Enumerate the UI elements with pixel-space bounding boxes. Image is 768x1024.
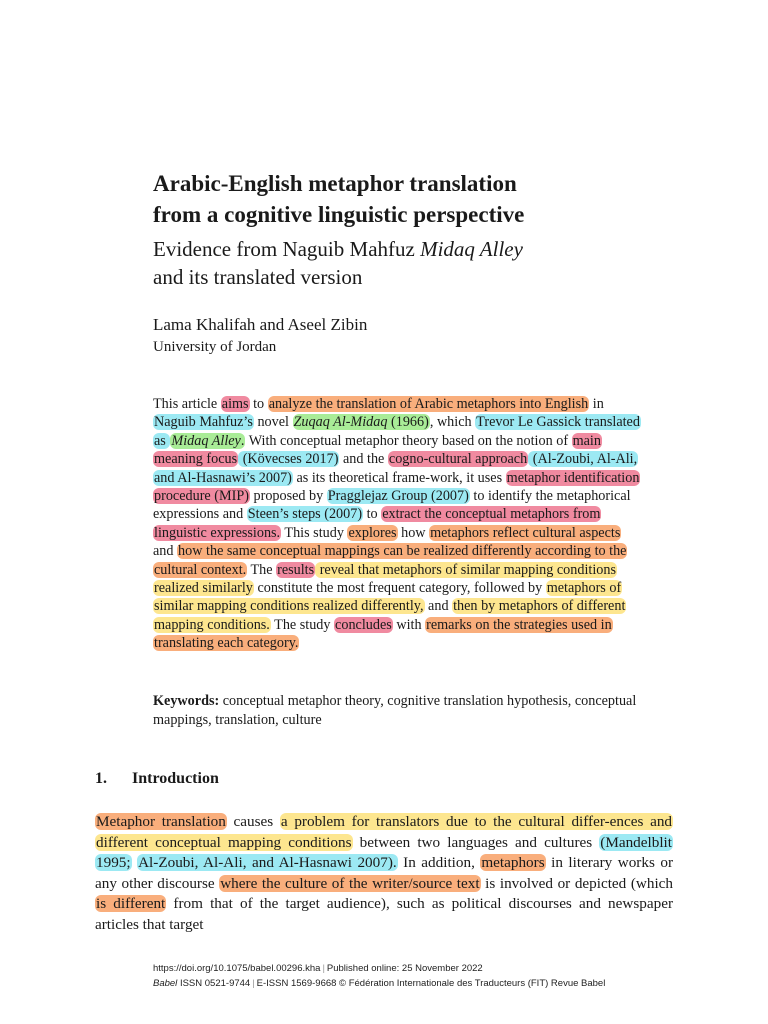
article-subtitle [153, 235, 673, 291]
highlight: concludes [335, 616, 392, 633]
footer-line-1: https://doi.org/10.1075/babel.00296.kha | Published online: 25 November 2022 [153, 963, 483, 974]
section-title: Introduction [132, 770, 219, 787]
authors: Lama Khalifah and Aseel Zibin [153, 315, 368, 334]
highlight: explores [348, 524, 397, 541]
highlight: Naguib Mahfuz’s [154, 414, 253, 431]
issn: ISSN 0521-9744 [179, 978, 251, 989]
section-heading [95, 770, 219, 788]
highlight: main meaning focus [154, 432, 601, 468]
highlight: extract the conceptual metaphors from linguistic expressions. [154, 506, 601, 541]
keywords [153, 692, 643, 730]
subtitle-line-1 [153, 235, 673, 263]
keywords-label: Keywords: [153, 693, 220, 709]
subtitle-novel-title: Midaq Alley [420, 237, 523, 261]
highlight: metaphor identification procedure (MIP) [154, 469, 640, 505]
highlight: Zuqaq Al-Midaq (1966) [293, 414, 429, 431]
highlight: is different [96, 895, 166, 913]
highlight: a problem for translators due to the cultural differ-ences and different conceptual mapping conditions [96, 813, 673, 851]
abstract: This article aims to analyze the translation of Arabic metaphors into English in Naguib Mahfuz’s novel Zuqaq Al-Midaq (1966), which Trevor Le Gassick translated as Midaq Alley. With conceptual metaphor theory based on the notion of main meaning focus (Kövecses 2017) and the cogno-cultural approach (Al-Zoubi, Al-Ali, and Al-Hasnawi’s 2007) as its theoretical frame-work, it uses metaphor identification procedure (MIP) proposed by Pragglejaz Group (2007) to identify the metaphorical expressions and Steen’s steps (2007) to extract the conceptual metaphors from linguistic expressions. This study explores how metaphors reflect cultural aspects and how the same conceptual mappings can be realized differently according to the cultural context. The results reveal that metaphors of similar mapping conditions realized similarly constitute the most frequent category, followed by metaphors of similar mapping conditions realized differently, and then by metaphors of different mapping conditions. The study concludes with remarks on the strategies used in translating each category. [153, 396, 640, 652]
highlight: (Al-Zoubi, Al-Ali, and Al-Hasnawi’s 2007) [154, 451, 638, 486]
intro-paragraph: Metaphor translation causes a problem for translators due to the cultural differ-ences and different conceptual mapping conditions between two languages and cultures (Mandelblit 1995; Al-Zoubi, Al-Ali, and Al-Hasnawi 2007). In addition, metaphors in literary works or any other discourse where the culture of the writer/source text is involved or depicted (which is different from that of the target audience), such as political discourses and newspaper articles that target [95, 813, 674, 933]
highlight: how the same conceptual mappings can be realized differently according to the cultural context. [154, 543, 627, 578]
journal-name: Babel [153, 978, 178, 989]
title-line-1: Arabic-English metaphor translation [153, 171, 517, 196]
highlight: metaphors reflect cultural aspects [430, 524, 621, 541]
highlight: Metaphor translation [96, 813, 226, 830]
highlight: Midaq Alley. [171, 432, 245, 449]
affiliation: University of Jordan [153, 339, 277, 355]
subtitle-line-2: and its translated version [153, 265, 363, 289]
eissn-copyright: E-ISSN 1569-9668 © Fédération Internationale des Traducteurs (FIT) Revue Babel [256, 978, 606, 989]
highlight: analyze the translation of Arabic metaphors into English [268, 396, 589, 412]
highlight: Trevor Le Gassick translated as [154, 414, 640, 449]
highlight: Al-Zoubi, Al-Ali, and Al-Hasnawi 2007). [138, 854, 397, 872]
footer-line-2: Babel ISSN 0521-9744 | E-ISSN 1569-9668 © Fédération Internationale des Traducteurs (FIT) Revue Babel [153, 978, 606, 989]
page-footer [153, 961, 673, 991]
highlight: reveal that metaphors of similar mapping conditions realized similarly [154, 561, 616, 597]
highlight: (Mandelblit 1995; [96, 833, 672, 872]
highlight: where the culture of the writer/source text [220, 874, 480, 892]
doi-link[interactable]: https://doi.org/10.1075/babel.00296.kha [153, 963, 321, 974]
highlight: Steen’s steps (2007) [247, 506, 363, 523]
highlight: then by metaphors of different mapping conditions. [154, 598, 626, 633]
highlight: metaphors [481, 854, 545, 872]
highlight: results [277, 561, 315, 578]
highlight: (Kövecses 2017) [239, 451, 339, 468]
article-title [153, 168, 673, 230]
published-date: Published online: 25 November 2022 [326, 963, 483, 974]
highlight: remarks on the strategies used in translating each category. [154, 616, 612, 652]
keywords-list: conceptual metaphor theory, cognitive translation hypothesis, conceptual mappings, translation, culture [153, 693, 637, 728]
highlight: Pragglejaz Group (2007) [327, 488, 469, 505]
highlight: metaphors of similar mapping conditions realized differently, [154, 580, 622, 615]
highlight: aims [221, 396, 249, 412]
title-line-2: from a cognitive linguistic perspective [153, 202, 525, 227]
highlight: cogno-cultural approach [388, 451, 528, 468]
section-number: 1. [95, 770, 107, 787]
subtitle-text: Evidence from Naguib Mahfuz [153, 237, 421, 261]
